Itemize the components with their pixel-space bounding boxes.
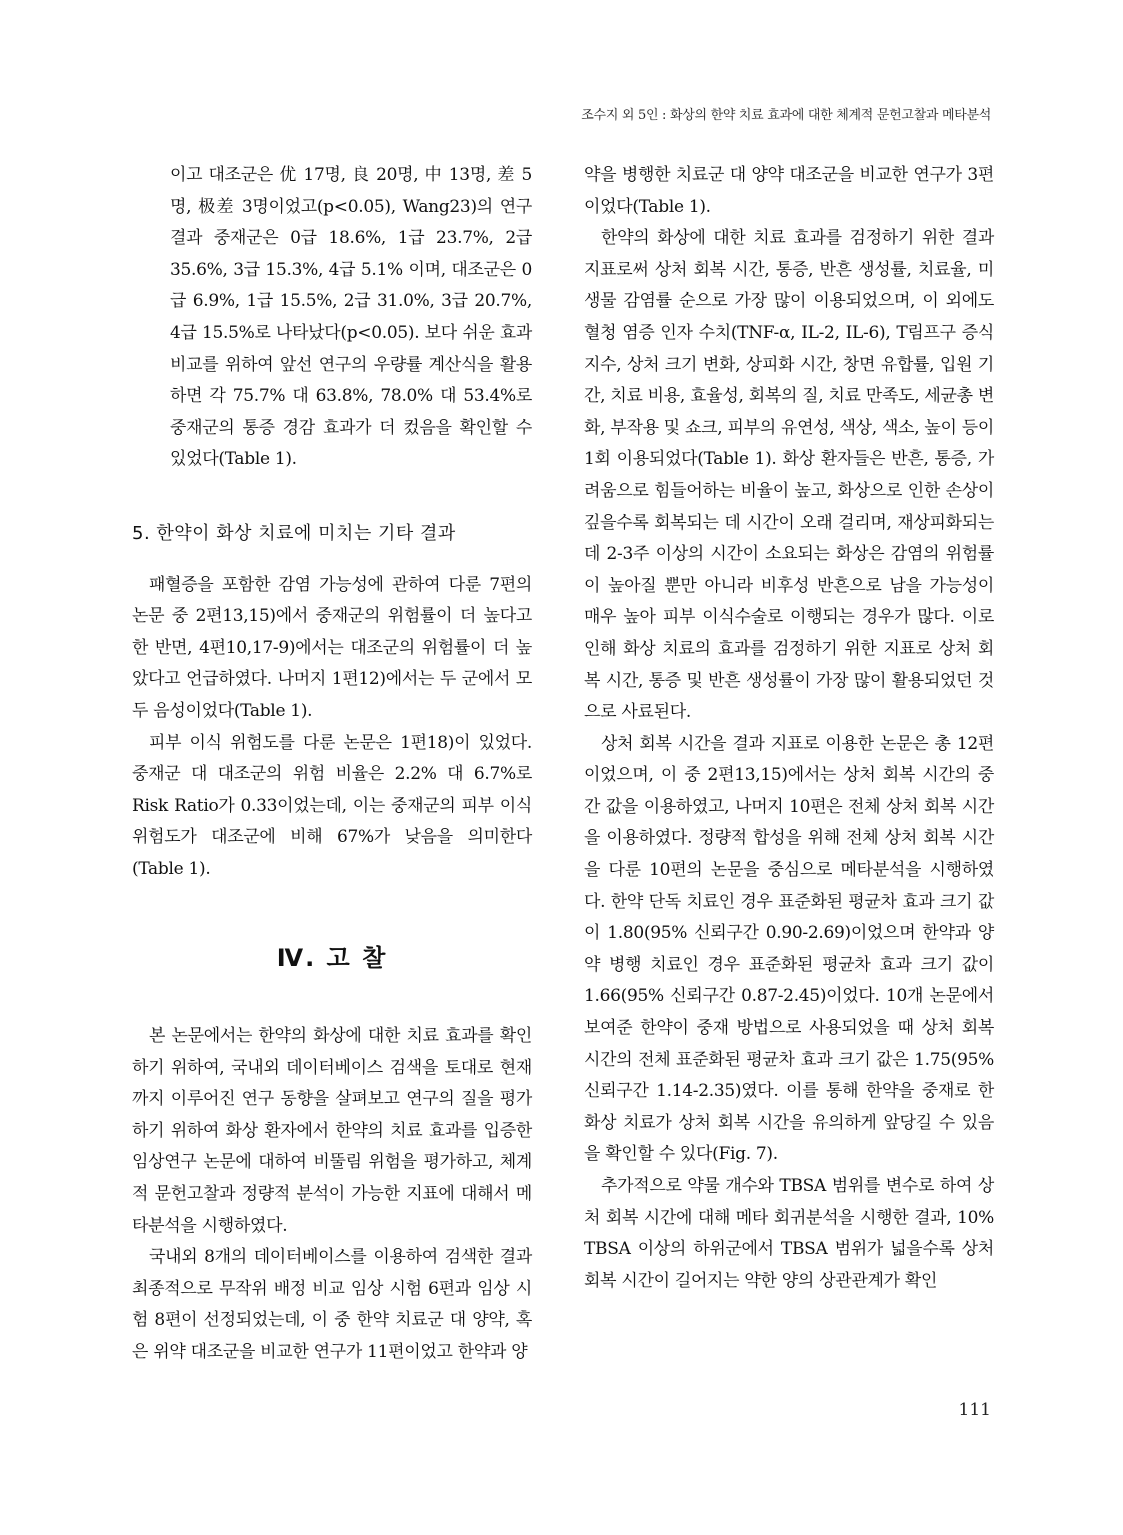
body-paragraph: 국내외 8개의 데이터베이스를 이용하여 검색한 결과 최종적으로 무작위 배정 비교 임상 시험 6편과 임상 시험 8편이 선정되었는데, 이 중 한약 치료군 대 양약, 혹은 위약 대조군을 비교한 연구가 11편이었고 한약과 양 [132, 1247, 532, 1362]
section-heading: 5. 한약이 화상 치료에 미치는 기타 결과 [132, 522, 456, 544]
body-paragraph: 이고 대조군은 优 17명, 良 20명, 中 13명, 差 5명, 极差 3명이었고(p<0.05), Wang23)의 연구 결과 중재군은 0급 18.6%, 1급 23.7%, 2급 35.6%, 3급 15.3%, 4급 5.1% 이며, 대조군은 0급 6.9%, 1급 15.5%, 2급 31.0%, 3급 20.7%, 4급 15.5%로 나타났다(p<0.05). 보다 쉬운 효과 비교를 위하여 앞선 연구의 우량률 계산식을 활용하면 각 75.7% 대 63.8%, 78.0% 대 53.4%로 중재군의 통증 경감 효과가 더 컸음을 확인할 수 있었다(Table 1). [170, 165, 532, 470]
left-column [132, 160, 532, 1369]
running-header: 조수지 외 5인 : 화상의 한약 치료 효과에 대한 체계적 문헌고찰과 메타분석 [581, 108, 991, 123]
body-paragraph: 본 논문에서는 한약의 화상에 대한 치료 효과를 확인하기 위하여, 국내외 데이터베이스 검색을 토대로 현재까지 이루어진 연구 동향을 살펴보고 연구의 질을 평가하기 위하여 화상 환자에서 한약의 치료 효과를 입증한 임상연구 논문에 대하여 비뚤림 위험을 평가하고, 체계적 문헌고찰과 정량적 분석이 가능한 지표에 대해서 메타분석을 시행하였다. [132, 1026, 532, 1236]
body-paragraph: 패혈증을 포함한 감염 가능성에 관하여 다룬 7편의 논문 중 2편13,15)에서 중재군의 위험률이 더 높다고 한 반면, 4편10,17-9)에서는 대조군의 위험률이 더 높았다고 언급하였다. 나머지 1편12)에서는 두 군에서 모두 음성이었다(Table 1). [132, 574, 532, 721]
body-paragraph: 한약의 화상에 대한 치료 효과를 검정하기 위한 결과 지표로써 상처 회복 시간, 통증, 반흔 생성률, 치료율, 미생물 감염률 순으로 가장 많이 이용되었으며, 이 외에도 혈청 염증 인자 수치(TNF-α, IL-2, IL-6), T림프구 증식 지수, 상처 크기 변화, 상피화 시간, 창면 유합률, 입원 기간, 치료 비용, 효율성, 회복의 질, 치료 만족도, 세균총 변화, 부작용 및 쇼크, 피부의 유연성, 색상, 색소, 높이 등이 1회 이용되었다(Table 1). 화상 환자들은 반흔, 통증, 가려움으로 힘들어하는 비율이 높고, 화상으로 인한 손상이 깊을수록 회복되는 데 시간이 오래 걸리며, 재상피화되는데 2-3주 이상의 시간이 소요되는 화상은 감염의 위험률이 높아질 뿐만 아니라 비후성 반흔으로 남을 가능성이 매우 높아 피부 이식수술로 이행되는 경우가 많다. 이로 인해 화상 치료의 효과를 검정하기 위한 지표로 상처 회복 시간, 통증 및 반흔 생성률이 가장 많이 활용되었던 것으로 사료된다. [584, 228, 995, 723]
body-paragraph: 약을 병행한 치료군 대 양약 대조군을 비교한 연구가 3편이었다(Table 1). [584, 165, 994, 217]
page-number: 111 [958, 1400, 991, 1420]
right-column [584, 160, 994, 1297]
chapter-title: Ⅳ. 고 찰 [276, 944, 388, 973]
body-paragraph: 추가적으로 약물 개수와 TBSA 범위를 변수로 하여 상처 회복 시간에 대해 메타 회귀분석을 시행한 결과, 10% TBSA 이상의 하위군에서 TBSA 범위가 넓을수록 상처 회복 시간이 길어지는 약한 양의 상관관계가 확인 [584, 1176, 994, 1291]
body-paragraph: 상처 회복 시간을 결과 지표로 이용한 논문은 총 12편 이었으며, 이 중 2편13,15)에서는 상처 회복 시간의 중간 값을 이용하였고, 나머지 10편은 전체 상처 회복 시간을 이용하였다. 정량적 합성을 위해 전체 상처 회복 시간을 다룬 10편의 논문을 중심으로 메타분석을 시행하였다. 한약 단독 치료인 경우 표준화된 평균차 효과 크기 값이 1.80(95% 신뢰구간 0.90-2.69)이었으며 한약과 양약 병행 치료인 경우 표준화된 평균차 효과 크기 값이 1.66(95% 신뢰구간 0.87-2.45)이었다. 10개 논문에서 보여준 한약이 중재 방법으로 사용되었을 때 상처 회복 시간의 전체 표준화된 평균차 효과 크기 값은 1.75(95% 신뢰구간 1.14-2.35)였다. 이를 통해 한약을 중재로 한 화상 치료가 상처 회복 시간을 유의하게 앞당길 수 있음을 확인할 수 있다(Fig. 7). [584, 733, 994, 1165]
body-paragraph: 피부 이식 위험도를 다룬 논문은 1편18)이 있었다. 중재군 대 대조군의 위험 비율은 2.2% 대 6.7%로 Risk Ratio가 0.33이었는데, 이는 중재군의 피부 이식 위험도가 대조군에 비해 67%가 낮음을 의미한다(Table 1). [132, 732, 532, 879]
